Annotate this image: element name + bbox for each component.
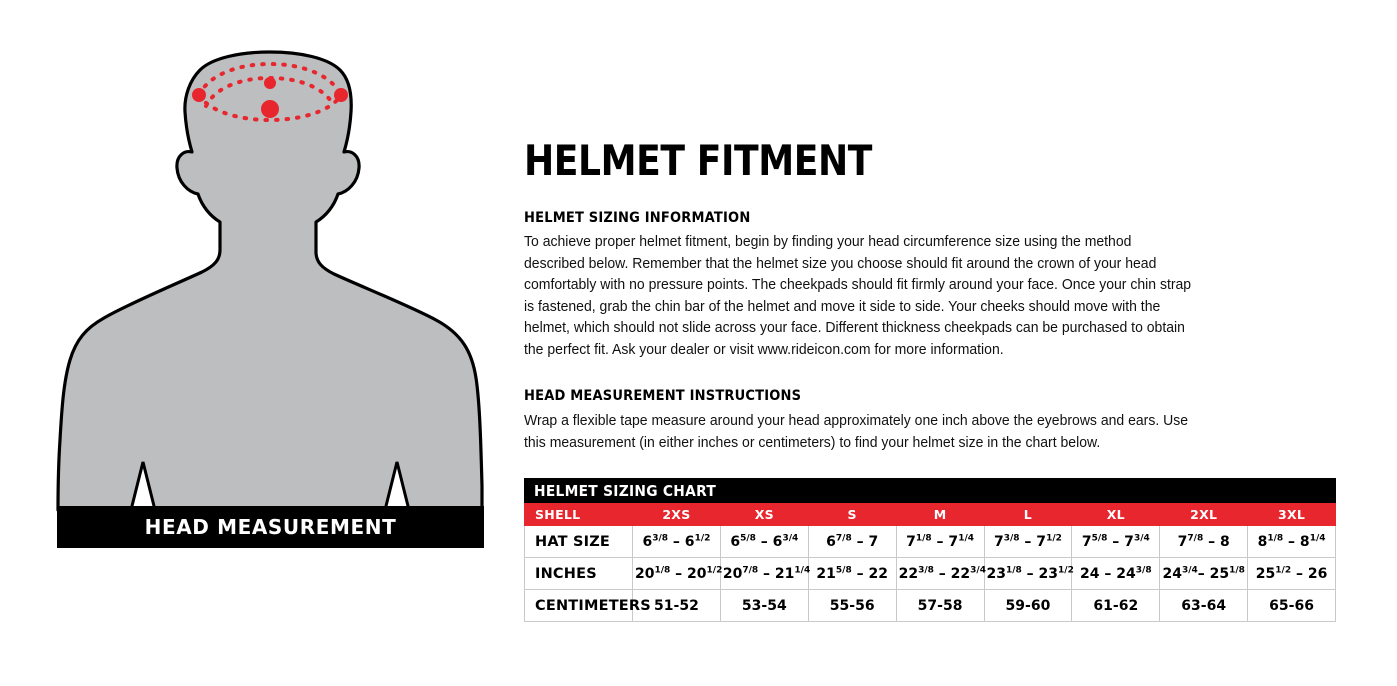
table-row bbox=[525, 526, 1336, 558]
table-cell: 61-62 bbox=[1072, 590, 1160, 622]
tape-marker-center bbox=[261, 100, 279, 118]
table-col-header-m: M bbox=[896, 504, 984, 526]
table-cell: 63-64 bbox=[1160, 590, 1248, 622]
table-cell: $20^{7/8} - 21^{1/4}$ bbox=[720, 558, 808, 590]
chart-title: HELMET SIZING CHART bbox=[534, 481, 717, 500]
table-cell: $24^{3/4}-$ $25^{1/8}$ bbox=[1160, 558, 1248, 590]
table-body bbox=[525, 526, 1336, 622]
table-cell: $6^{7/8} - 7$ bbox=[808, 526, 896, 558]
table-row-label: HAT SIZE bbox=[525, 526, 633, 558]
sizing-info-text: To achieve proper helmet fitment, begin by finding your head circumference size using the method described below. Remember that the helmet size you choose should fit around the crown of your head comfortably with no pressure points. The cheekpads should fit firmly around your face. Once your chin strap is fastened, grab the chin bar of the helmet and move it side to side. Your cheeks should move with the helmet, which should not slide across your face. Different thickness cheekpads can be purchased to obtain the perfect fit. Ask your dealer or visit www.rideicon.com for more information. bbox=[524, 234, 1192, 358]
head-measurement-illustration bbox=[0, 0, 520, 686]
table-cell: $20^{1/8} - 20^{1/2}$ bbox=[633, 558, 721, 590]
table-col-header-s: S bbox=[808, 504, 896, 526]
table-cell: $8^{1/8} - 8^{1/4}$ bbox=[1248, 526, 1336, 558]
table-cell: 51-52 bbox=[633, 590, 721, 622]
table-cell: 55-56 bbox=[808, 590, 896, 622]
table-row-label: INCHES bbox=[525, 558, 633, 590]
table-row bbox=[525, 558, 1336, 590]
table-cell: $7^{3/8} - 7^{1/2}$ bbox=[984, 526, 1072, 558]
table-cell: $6^{3/8} - 6^{1/2}$ bbox=[633, 526, 721, 558]
measurement-instructions-text: Wrap a flexible tape measure around your head approximately one inch above the eyebrows and ears. Use this measurement (in either inches or centimeters) to find your helmet size in the chart below. bbox=[524, 413, 1189, 451]
table-cell: $22^{3/8} - 22^{3/4}$ bbox=[896, 558, 984, 590]
table-col-header-2xs: 2XS bbox=[633, 504, 721, 526]
helmet-sizing-chart bbox=[524, 478, 1336, 622]
table-row-label: CENTIMETERS bbox=[525, 590, 633, 622]
tape-marker-left bbox=[192, 88, 206, 102]
table-cell: 57-58 bbox=[896, 590, 984, 622]
table-col-header-xl: XL bbox=[1072, 504, 1160, 526]
table-cell: $7^{7/8} - 8$ bbox=[1160, 526, 1248, 558]
table-header-row bbox=[525, 504, 1336, 526]
head-measurement-caption-band bbox=[57, 506, 484, 548]
table-cell: $25^{1/2} - 26$ bbox=[1248, 558, 1336, 590]
table-cell: $21^{5/8} - 22$ bbox=[808, 558, 896, 590]
page-title: HELMET FITMENT bbox=[524, 136, 872, 185]
table-cell: $23^{1/8} - 23^{1/2}$ bbox=[984, 558, 1072, 590]
torso-diagram bbox=[0, 0, 520, 686]
table-col-header-3xl: 3XL bbox=[1248, 504, 1336, 526]
table-cell: $7^{5/8} - 7^{3/4}$ bbox=[1072, 526, 1160, 558]
tape-marker-top bbox=[264, 77, 276, 89]
table-cell: 53-54 bbox=[720, 590, 808, 622]
table-cell: 59-60 bbox=[984, 590, 1072, 622]
table-row bbox=[525, 590, 1336, 622]
chart-title-bar bbox=[524, 478, 1336, 503]
fitment-content bbox=[524, 0, 1397, 686]
measurement-instructions-heading: HEAD MEASUREMENT INSTRUCTIONS bbox=[524, 388, 802, 404]
table-col-header-2xl: 2XL bbox=[1160, 504, 1248, 526]
table-cell: $6^{5/8} - 6^{3/4}$ bbox=[720, 526, 808, 558]
head-measurement-caption: HEAD MEASUREMENT bbox=[144, 515, 397, 539]
table-col-header-xs: XS bbox=[720, 504, 808, 526]
sizing-info-heading: HELMET SIZING INFORMATION bbox=[524, 210, 751, 226]
table-col-header-shell: SHELL bbox=[525, 504, 633, 526]
table-col-header-l: L bbox=[984, 504, 1072, 526]
table-cell: $24 - 24^{3/8}$ bbox=[1072, 558, 1160, 590]
sizing-table bbox=[524, 503, 1336, 622]
tape-marker-right bbox=[334, 88, 348, 102]
table-cell: 65-66 bbox=[1248, 590, 1336, 622]
table-cell: $7^{1/8} - 7^{1/4}$ bbox=[896, 526, 984, 558]
